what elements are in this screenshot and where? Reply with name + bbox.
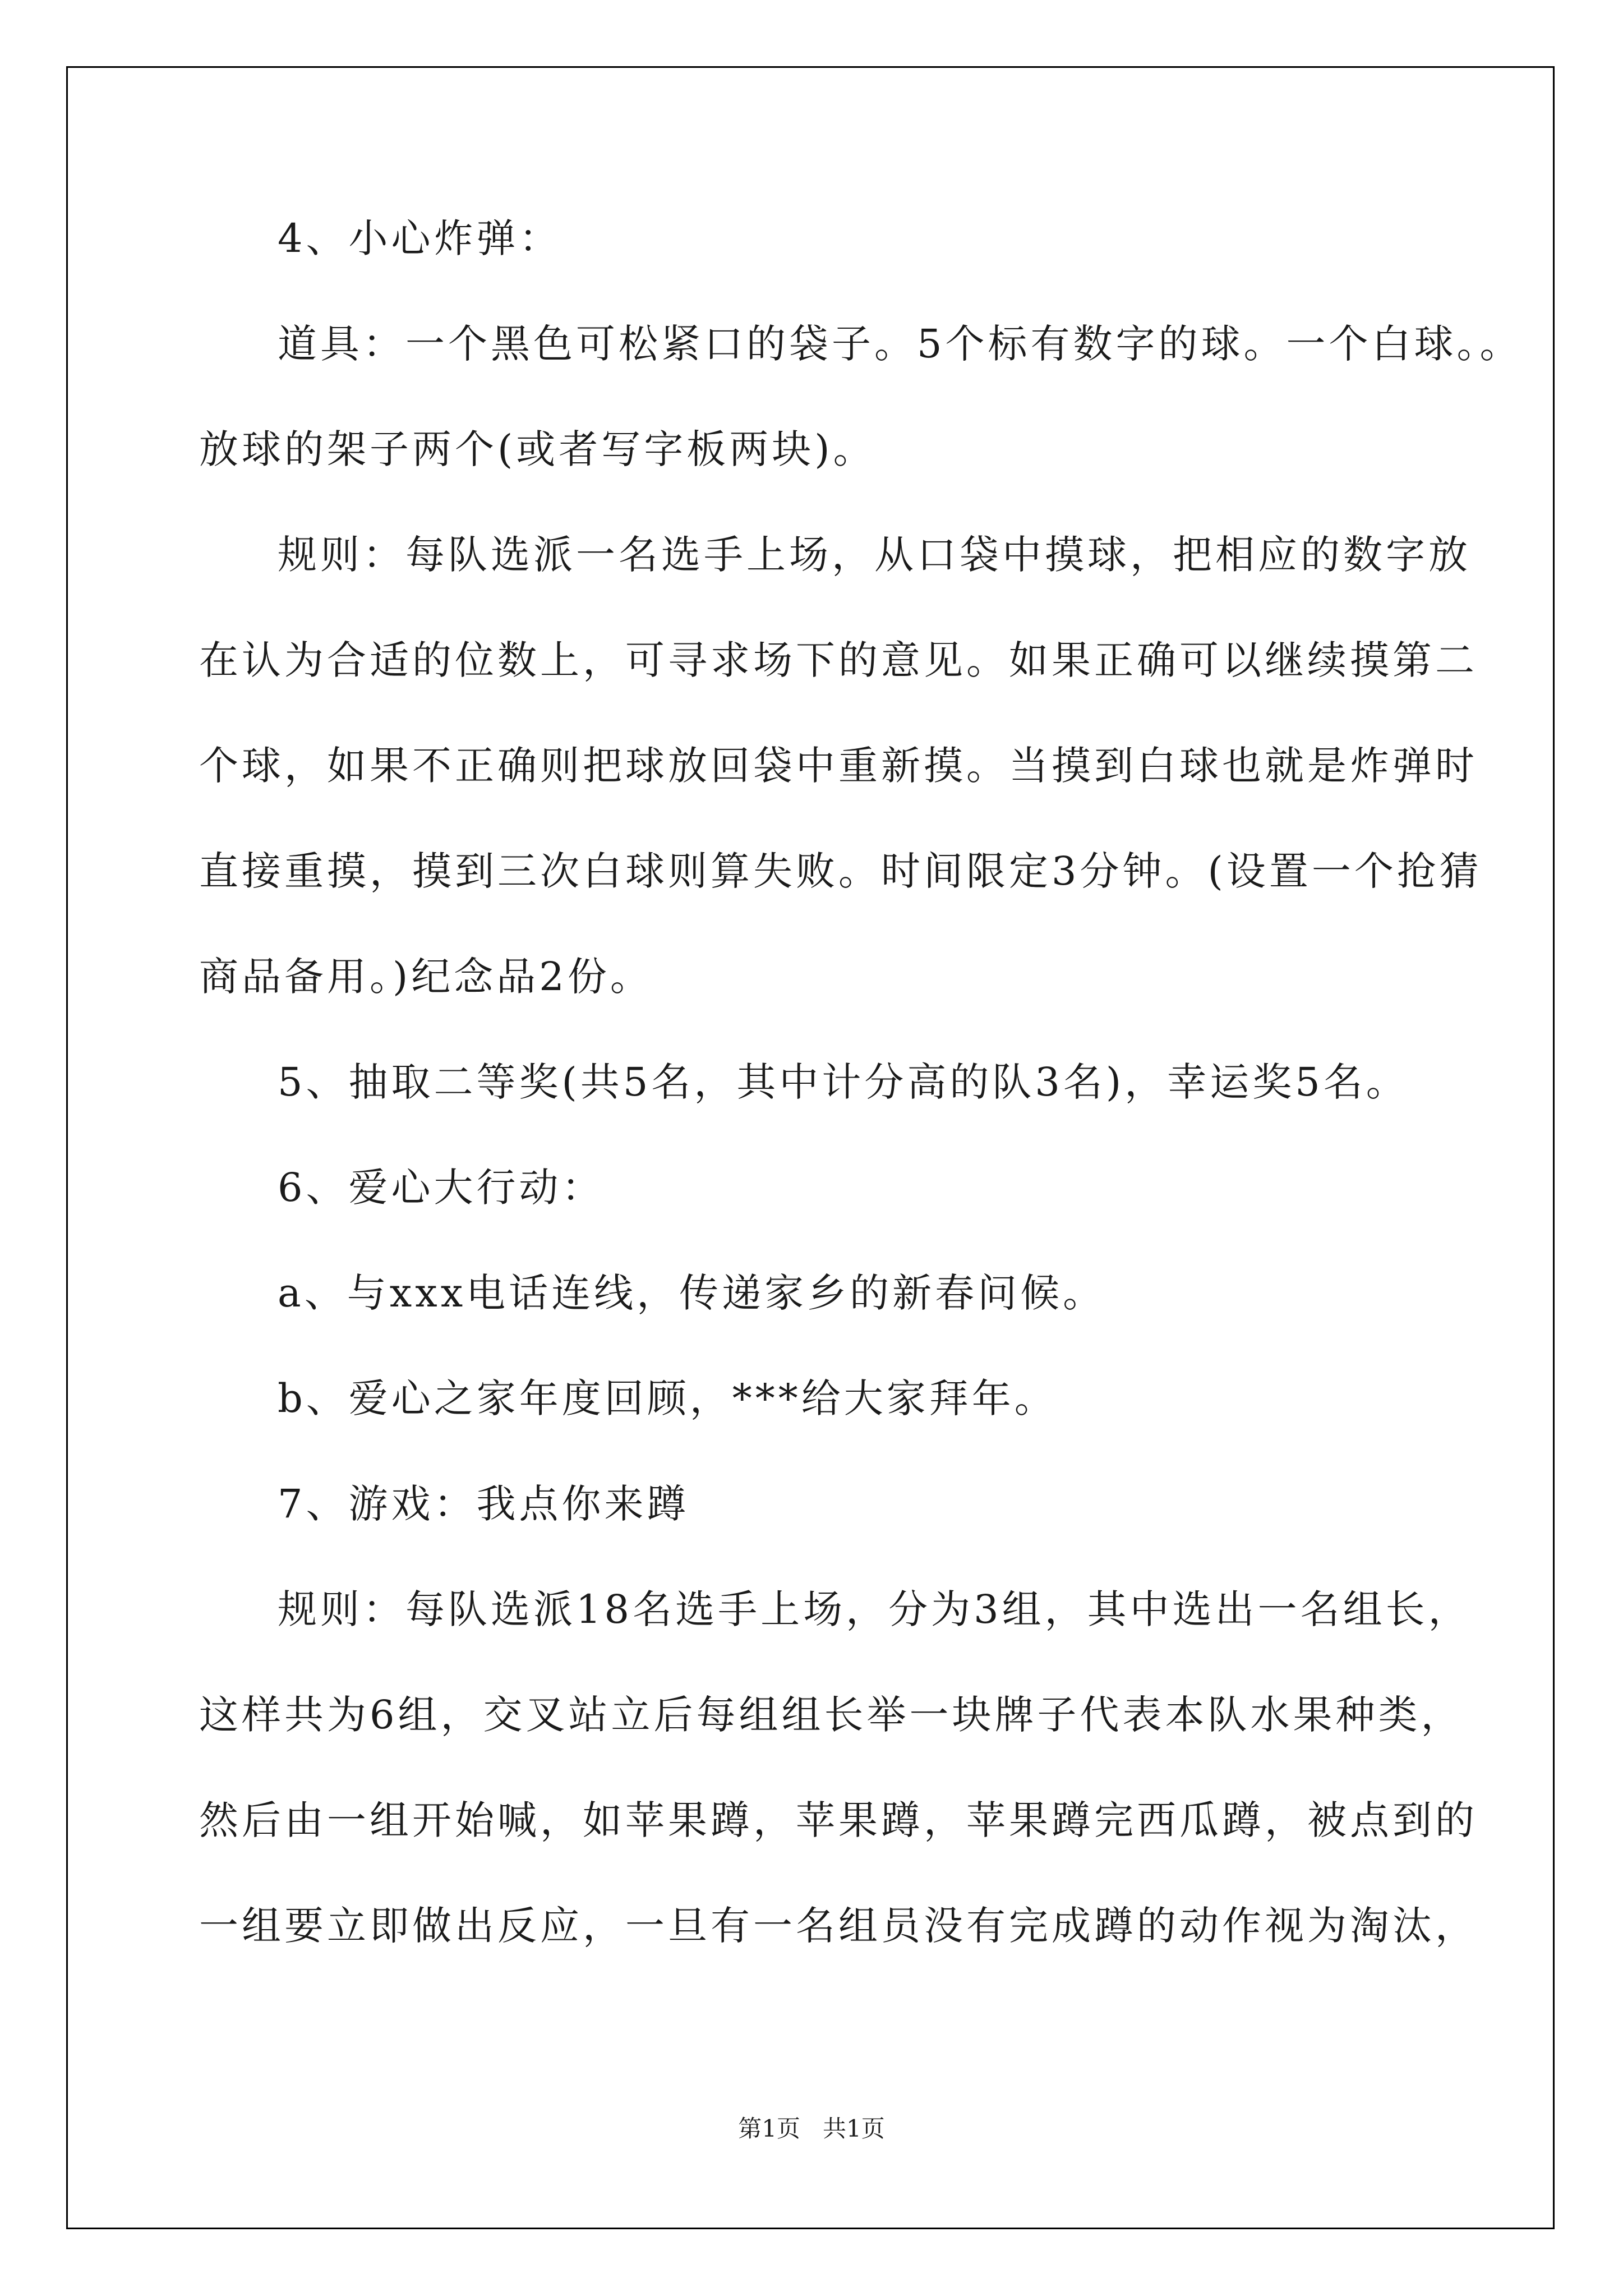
paragraph-line: 7、游戏：我点你来蹲: [278, 1481, 690, 1527]
paragraph-line: 然后由一组开始喊，如苹果蹲，苹果蹲，苹果蹲完西瓜蹲，被点到的: [199, 1797, 1478, 1843]
paragraph-line: 商品备用。)纪念品2份。: [199, 954, 653, 1000]
paragraph-line: b、爱心之家年度回顾，***给大家拜年。: [278, 1375, 1057, 1421]
paragraph-line: 这样共为6组，交叉站立后每组组长举一块牌子代表本队水果种类，: [199, 1692, 1464, 1738]
paragraph-line: 在认为合适的位数上，可寻求场下的意见。如果正确可以继续摸第二: [199, 637, 1478, 683]
paragraph-line: 5、抽取二等奖(共5名，其中计分高的队3名)，幸运奖5名。: [278, 1059, 1409, 1105]
paragraph-line: 个球，如果不正确则把球放回袋中重新摸。当摸到白球也就是炸弹时: [199, 743, 1478, 789]
paragraph-line: 4、小心炸弹：: [278, 215, 562, 261]
paragraph-line: 道具：一个黑色可松紧口的袋子。5个标有数字的球。一个白球。。: [278, 321, 1523, 367]
paragraph-line: 直接重摸，摸到三次白球则算失败。时间限定3分钟。(设置一个抢猜: [199, 848, 1482, 894]
paragraph-line: 一组要立即做出反应，一旦有一名组员没有完成蹲的动作视为淘汰，: [199, 1903, 1478, 1949]
paragraph-line: 规则：每队选派18名选手上场，分为3组，其中选出一名组长，: [278, 1586, 1471, 1632]
paragraph-line: a、与xxx电话连线，传递家乡的新春问候。: [278, 1270, 1106, 1316]
page-footer: 第1页 共1页: [738, 2115, 885, 2142]
paragraph-line: 放球的架子两个(或者写字板两块)。: [199, 426, 876, 472]
paragraph-line: 6、爱心大行动：: [278, 1165, 605, 1211]
paragraph-line: 规则：每队选派一名选手上场，从口袋中摸球，把相应的数字放: [278, 532, 1471, 578]
